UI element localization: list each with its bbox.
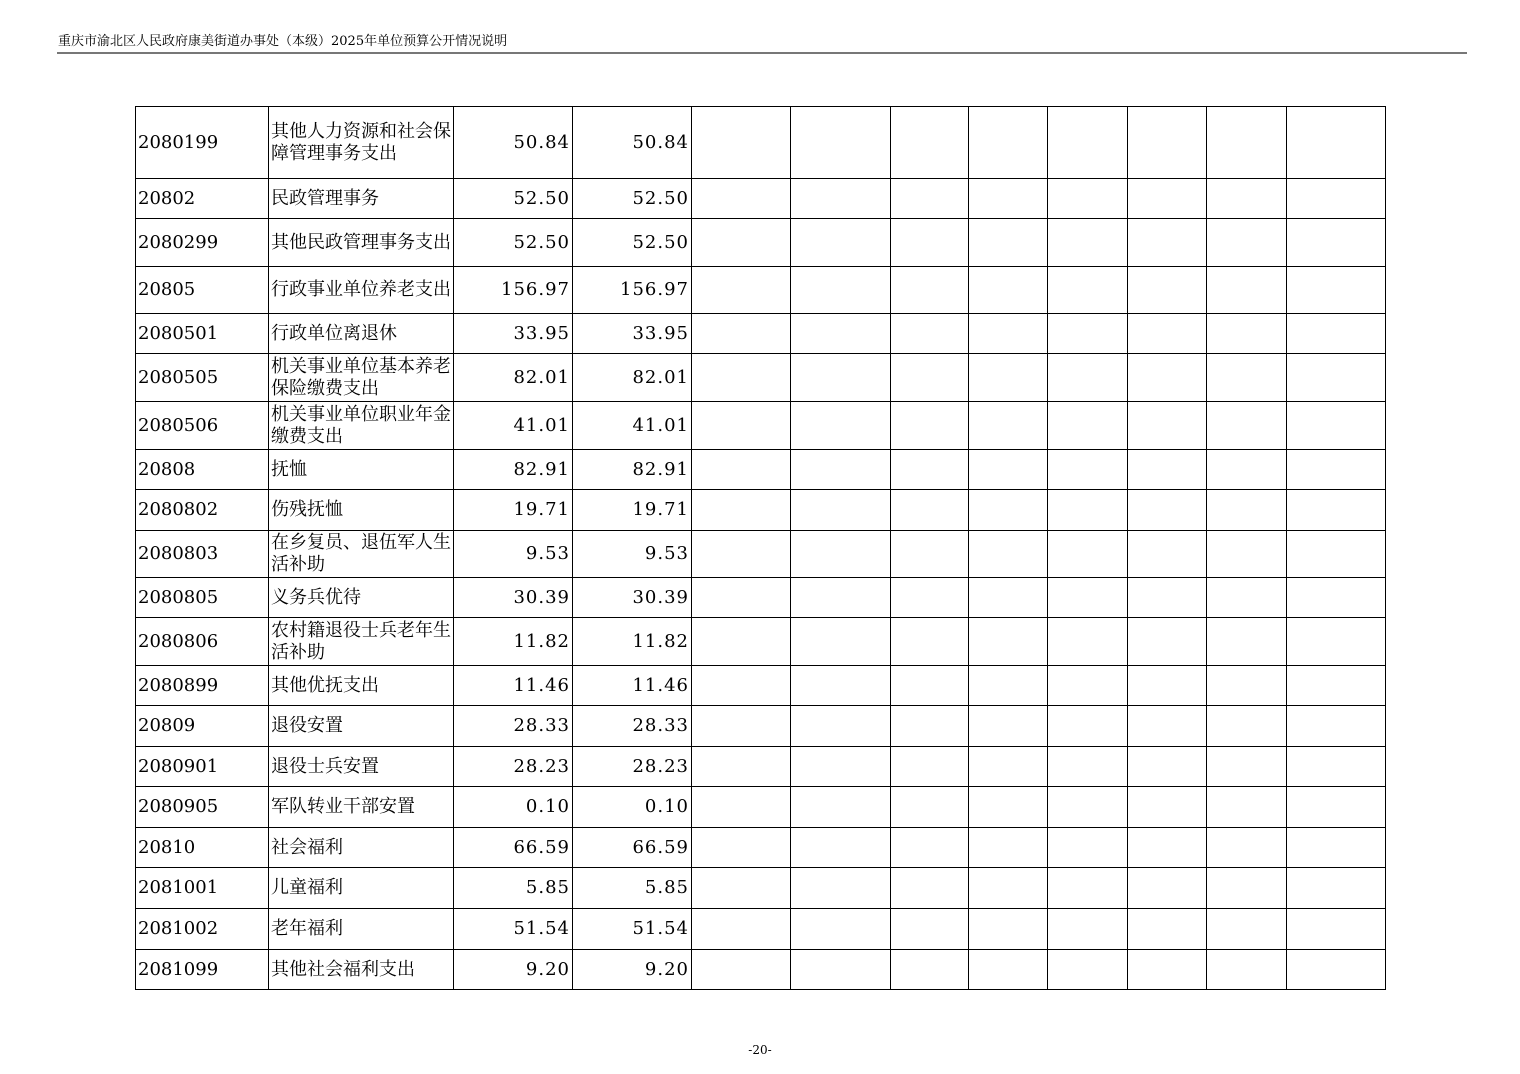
empty-amount-cell [1128, 747, 1207, 787]
total-amount-cell: 41.01 [454, 402, 573, 450]
general-budget-amount-cell: 66.59 [573, 828, 692, 868]
empty-amount-cell [1207, 828, 1287, 868]
empty-amount-cell [692, 787, 791, 828]
subject-name-cell: 其他民政管理事务支出 [269, 219, 454, 267]
general-budget-amount-cell: 19.71 [573, 490, 692, 531]
subject-code-cell: 2081002 [136, 909, 269, 950]
empty-amount-cell [1128, 787, 1207, 828]
subject-name-cell: 老年福利 [269, 909, 454, 950]
empty-amount-cell [692, 618, 791, 666]
empty-amount-cell [1128, 950, 1207, 990]
general-budget-amount-cell: 156.97 [573, 267, 692, 314]
empty-amount-cell [1048, 354, 1128, 402]
empty-amount-cell [692, 450, 791, 490]
general-budget-amount-cell: 11.82 [573, 618, 692, 666]
empty-amount-cell [692, 219, 791, 267]
empty-amount-cell [969, 490, 1048, 531]
empty-amount-cell [891, 267, 969, 314]
general-budget-amount-cell: 82.01 [573, 354, 692, 402]
empty-amount-cell [1287, 531, 1386, 578]
empty-amount-cell [1287, 107, 1386, 179]
empty-amount-cell [1128, 828, 1207, 868]
general-budget-amount-cell: 0.10 [573, 787, 692, 828]
total-amount-cell: 28.33 [454, 706, 573, 747]
empty-amount-cell [969, 578, 1048, 618]
empty-amount-cell [1128, 618, 1207, 666]
empty-amount-cell [1128, 219, 1207, 267]
empty-amount-cell [969, 267, 1048, 314]
empty-amount-cell [1287, 219, 1386, 267]
empty-amount-cell [1048, 531, 1128, 578]
subject-code-cell: 2080899 [136, 666, 269, 706]
empty-amount-cell [891, 706, 969, 747]
empty-amount-cell [1128, 267, 1207, 314]
empty-amount-cell [969, 787, 1048, 828]
general-budget-amount-cell: 41.01 [573, 402, 692, 450]
empty-amount-cell [1048, 267, 1128, 314]
total-amount-cell: 19.71 [454, 490, 573, 531]
subject-code-cell: 2080901 [136, 747, 269, 787]
total-amount-cell: 11.82 [454, 618, 573, 666]
empty-amount-cell [692, 666, 791, 706]
total-amount-cell: 30.39 [454, 578, 573, 618]
subject-code-cell: 20805 [136, 267, 269, 314]
empty-amount-cell [1207, 909, 1287, 950]
empty-amount-cell [692, 531, 791, 578]
subject-code-cell: 2080199 [136, 107, 269, 179]
empty-amount-cell [891, 618, 969, 666]
empty-amount-cell [891, 402, 969, 450]
subject-name-cell: 社会福利 [269, 828, 454, 868]
empty-amount-cell [1287, 490, 1386, 531]
empty-amount-cell [891, 314, 969, 354]
empty-amount-cell [891, 950, 969, 990]
total-amount-cell: 52.50 [454, 179, 573, 219]
total-amount-cell: 11.46 [454, 666, 573, 706]
table-row [136, 107, 1386, 179]
empty-amount-cell [969, 450, 1048, 490]
total-amount-cell: 28.23 [454, 747, 573, 787]
empty-amount-cell [1207, 107, 1287, 179]
empty-amount-cell [1207, 578, 1287, 618]
empty-amount-cell [969, 747, 1048, 787]
empty-amount-cell [791, 402, 891, 450]
table-row [136, 179, 1386, 219]
empty-amount-cell [1207, 314, 1287, 354]
subject-code-cell: 2080806 [136, 618, 269, 666]
empty-amount-cell [692, 950, 791, 990]
empty-amount-cell [1128, 179, 1207, 219]
empty-amount-cell [1207, 868, 1287, 909]
total-amount-cell: 52.50 [454, 219, 573, 267]
empty-amount-cell [891, 787, 969, 828]
empty-amount-cell [1207, 450, 1287, 490]
empty-amount-cell [1207, 531, 1287, 578]
empty-amount-cell [1048, 868, 1128, 909]
empty-amount-cell [1128, 666, 1207, 706]
empty-amount-cell [1207, 787, 1287, 828]
subject-code-cell: 2080506 [136, 402, 269, 450]
empty-amount-cell [1207, 747, 1287, 787]
subject-code-cell: 2080803 [136, 531, 269, 578]
empty-amount-cell [891, 747, 969, 787]
total-amount-cell: 0.10 [454, 787, 573, 828]
empty-amount-cell [1207, 666, 1287, 706]
empty-amount-cell [692, 828, 791, 868]
empty-amount-cell [692, 354, 791, 402]
general-budget-amount-cell: 30.39 [573, 578, 692, 618]
empty-amount-cell [891, 450, 969, 490]
empty-amount-cell [1128, 868, 1207, 909]
empty-amount-cell [1207, 706, 1287, 747]
table-row [136, 354, 1386, 402]
subject-name-cell: 民政管理事务 [269, 179, 454, 219]
empty-amount-cell [692, 402, 791, 450]
empty-amount-cell [1048, 578, 1128, 618]
empty-amount-cell [791, 314, 891, 354]
empty-amount-cell [1048, 402, 1128, 450]
general-budget-amount-cell: 52.50 [573, 179, 692, 219]
empty-amount-cell [1048, 828, 1128, 868]
empty-amount-cell [1048, 179, 1128, 219]
empty-amount-cell [891, 828, 969, 868]
table-row [136, 666, 1386, 706]
empty-amount-cell [1207, 267, 1287, 314]
general-budget-amount-cell: 33.95 [573, 314, 692, 354]
empty-amount-cell [969, 179, 1048, 219]
empty-amount-cell [969, 950, 1048, 990]
table-row [136, 578, 1386, 618]
empty-amount-cell [969, 618, 1048, 666]
empty-amount-cell [1207, 490, 1287, 531]
table-row [136, 402, 1386, 450]
general-budget-amount-cell: 52.50 [573, 219, 692, 267]
empty-amount-cell [1207, 354, 1287, 402]
subject-name-cell: 机关事业单位职业年金缴费支出 [269, 402, 454, 450]
table-row [136, 267, 1386, 314]
subject-name-cell: 军队转业干部安置 [269, 787, 454, 828]
empty-amount-cell [791, 706, 891, 747]
total-amount-cell: 50.84 [454, 107, 573, 179]
total-amount-cell: 5.85 [454, 868, 573, 909]
empty-amount-cell [1287, 787, 1386, 828]
subject-name-cell: 机关事业单位基本养老保险缴费支出 [269, 354, 454, 402]
empty-amount-cell [791, 909, 891, 950]
subject-code-cell: 20810 [136, 828, 269, 868]
subject-code-cell: 2080505 [136, 354, 269, 402]
empty-amount-cell [692, 868, 791, 909]
empty-amount-cell [692, 314, 791, 354]
table-row [136, 950, 1386, 990]
subject-name-cell: 义务兵优待 [269, 578, 454, 618]
empty-amount-cell [692, 909, 791, 950]
total-amount-cell: 33.95 [454, 314, 573, 354]
subject-code-cell: 2080905 [136, 787, 269, 828]
empty-amount-cell [891, 179, 969, 219]
empty-amount-cell [1128, 490, 1207, 531]
empty-amount-cell [1287, 666, 1386, 706]
empty-amount-cell [969, 909, 1048, 950]
empty-amount-cell [791, 450, 891, 490]
page-header-title: 重庆市渝北区人民政府康美街道办事处（本级）2025年单位预算公开情况说明 [58, 34, 508, 49]
empty-amount-cell [1048, 314, 1128, 354]
empty-amount-cell [791, 354, 891, 402]
table-row [136, 490, 1386, 531]
empty-amount-cell [1048, 450, 1128, 490]
empty-amount-cell [891, 107, 969, 179]
table-row [136, 868, 1386, 909]
subject-name-cell: 退役士兵安置 [269, 747, 454, 787]
empty-amount-cell [891, 909, 969, 950]
table-row [136, 706, 1386, 747]
empty-amount-cell [891, 531, 969, 578]
total-amount-cell: 156.97 [454, 267, 573, 314]
subject-code-cell: 2081001 [136, 868, 269, 909]
subject-name-cell: 农村籍退役士兵老年生活补助 [269, 618, 454, 666]
empty-amount-cell [969, 314, 1048, 354]
empty-amount-cell [1128, 450, 1207, 490]
empty-amount-cell [1128, 402, 1207, 450]
empty-amount-cell [1287, 354, 1386, 402]
empty-amount-cell [891, 219, 969, 267]
empty-amount-cell [969, 666, 1048, 706]
empty-amount-cell [969, 868, 1048, 909]
empty-amount-cell [1287, 618, 1386, 666]
empty-amount-cell [1128, 706, 1207, 747]
total-amount-cell: 51.54 [454, 909, 573, 950]
total-amount-cell: 82.91 [454, 450, 573, 490]
empty-amount-cell [1048, 747, 1128, 787]
empty-amount-cell [969, 402, 1048, 450]
table-row [136, 747, 1386, 787]
empty-amount-cell [1287, 450, 1386, 490]
empty-amount-cell [1048, 490, 1128, 531]
general-budget-amount-cell: 9.53 [573, 531, 692, 578]
table-row [136, 219, 1386, 267]
empty-amount-cell [1287, 706, 1386, 747]
empty-amount-cell [891, 490, 969, 531]
empty-amount-cell [791, 107, 891, 179]
empty-amount-cell [1207, 179, 1287, 219]
budget-table-body [136, 107, 1386, 990]
empty-amount-cell [1128, 531, 1207, 578]
subject-name-cell: 伤残抚恤 [269, 490, 454, 531]
general-budget-amount-cell: 11.46 [573, 666, 692, 706]
subject-name-cell: 抚恤 [269, 450, 454, 490]
empty-amount-cell [692, 706, 791, 747]
empty-amount-cell [1207, 950, 1287, 990]
subject-code-cell: 20808 [136, 450, 269, 490]
empty-amount-cell [1287, 828, 1386, 868]
header-divider [57, 52, 1467, 54]
empty-amount-cell [1048, 950, 1128, 990]
empty-amount-cell [1287, 402, 1386, 450]
subject-code-cell: 20809 [136, 706, 269, 747]
empty-amount-cell [1287, 950, 1386, 990]
general-budget-amount-cell: 5.85 [573, 868, 692, 909]
empty-amount-cell [692, 578, 791, 618]
budget-table [135, 106, 1386, 990]
empty-amount-cell [692, 267, 791, 314]
empty-amount-cell [891, 354, 969, 402]
empty-amount-cell [1287, 909, 1386, 950]
subject-name-cell: 行政事业单位养老支出 [269, 267, 454, 314]
total-amount-cell: 66.59 [454, 828, 573, 868]
table-row [136, 450, 1386, 490]
empty-amount-cell [791, 219, 891, 267]
empty-amount-cell [969, 219, 1048, 267]
subject-name-cell: 退役安置 [269, 706, 454, 747]
subject-name-cell: 行政单位离退休 [269, 314, 454, 354]
empty-amount-cell [969, 354, 1048, 402]
page-number: -20- [748, 1043, 772, 1057]
subject-name-cell: 其他优抚支出 [269, 666, 454, 706]
empty-amount-cell [969, 107, 1048, 179]
empty-amount-cell [791, 950, 891, 990]
empty-amount-cell [969, 828, 1048, 868]
empty-amount-cell [791, 490, 891, 531]
empty-amount-cell [1287, 314, 1386, 354]
empty-amount-cell [1128, 107, 1207, 179]
empty-amount-cell [791, 868, 891, 909]
table-row [136, 531, 1386, 578]
general-budget-amount-cell: 50.84 [573, 107, 692, 179]
empty-amount-cell [1048, 666, 1128, 706]
empty-amount-cell [692, 747, 791, 787]
table-row [136, 314, 1386, 354]
empty-amount-cell [1128, 578, 1207, 618]
empty-amount-cell [1207, 402, 1287, 450]
empty-amount-cell [1048, 706, 1128, 747]
empty-amount-cell [1287, 179, 1386, 219]
subject-name-cell: 其他人力资源和社会保障管理事务支出 [269, 107, 454, 179]
empty-amount-cell [891, 868, 969, 909]
empty-amount-cell [1048, 618, 1128, 666]
empty-amount-cell [1287, 747, 1386, 787]
empty-amount-cell [1128, 909, 1207, 950]
empty-amount-cell [1207, 219, 1287, 267]
empty-amount-cell [791, 578, 891, 618]
empty-amount-cell [891, 578, 969, 618]
empty-amount-cell [1287, 578, 1386, 618]
empty-amount-cell [692, 107, 791, 179]
empty-amount-cell [1207, 618, 1287, 666]
subject-name-cell: 在乡复员、退伍军人生活补助 [269, 531, 454, 578]
empty-amount-cell [791, 267, 891, 314]
total-amount-cell: 9.20 [454, 950, 573, 990]
subject-code-cell: 2080802 [136, 490, 269, 531]
empty-amount-cell [791, 531, 891, 578]
subject-name-cell: 其他社会福利支出 [269, 950, 454, 990]
empty-amount-cell [969, 531, 1048, 578]
table-row [136, 828, 1386, 868]
general-budget-amount-cell: 28.33 [573, 706, 692, 747]
empty-amount-cell [791, 787, 891, 828]
empty-amount-cell [1048, 219, 1128, 267]
subject-code-cell: 20802 [136, 179, 269, 219]
table-row [136, 909, 1386, 950]
empty-amount-cell [791, 828, 891, 868]
general-budget-amount-cell: 51.54 [573, 909, 692, 950]
empty-amount-cell [692, 490, 791, 531]
subject-code-cell: 2081099 [136, 950, 269, 990]
subject-code-cell: 2080299 [136, 219, 269, 267]
empty-amount-cell [969, 706, 1048, 747]
empty-amount-cell [1048, 107, 1128, 179]
table-row [136, 787, 1386, 828]
table-row [136, 618, 1386, 666]
empty-amount-cell [791, 747, 891, 787]
empty-amount-cell [1287, 868, 1386, 909]
general-budget-amount-cell: 82.91 [573, 450, 692, 490]
empty-amount-cell [791, 618, 891, 666]
general-budget-amount-cell: 28.23 [573, 747, 692, 787]
total-amount-cell: 82.01 [454, 354, 573, 402]
subject-name-cell: 儿童福利 [269, 868, 454, 909]
subject-code-cell: 2080805 [136, 578, 269, 618]
empty-amount-cell [1128, 314, 1207, 354]
empty-amount-cell [1048, 787, 1128, 828]
empty-amount-cell [1128, 354, 1207, 402]
empty-amount-cell [1048, 909, 1128, 950]
empty-amount-cell [891, 666, 969, 706]
empty-amount-cell [791, 179, 891, 219]
empty-amount-cell [1287, 267, 1386, 314]
empty-amount-cell [791, 666, 891, 706]
subject-code-cell: 2080501 [136, 314, 269, 354]
general-budget-amount-cell: 9.20 [573, 950, 692, 990]
total-amount-cell: 9.53 [454, 531, 573, 578]
empty-amount-cell [692, 179, 791, 219]
